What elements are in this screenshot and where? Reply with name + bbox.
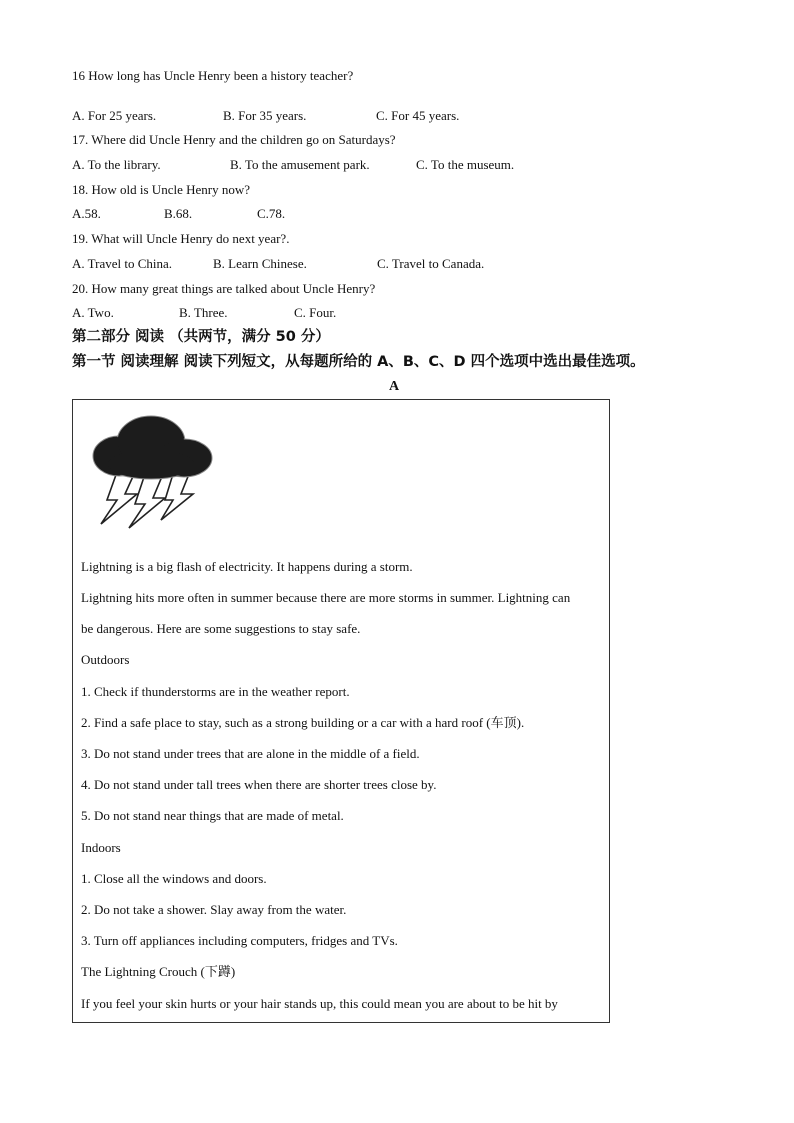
q17-option-a: A. To the library.: [72, 157, 161, 172]
question-19: 19. What will Uncle Henry do next year?.: [72, 231, 290, 246]
q16-option-a: A. For 25 years.: [72, 108, 157, 123]
section1-heading: 第一节 阅读理解 阅读下列短文，从每题所给的 A、B、C、D 四个选项中选出最佳选项。: [72, 354, 645, 370]
q16-option-b: B. For 35 years.: [223, 108, 307, 123]
indoors-tip-1: 1. Close all the windows and doors.: [81, 871, 267, 886]
question-18: 18. How old is Uncle Henry now?: [72, 182, 250, 197]
crouch-heading: The Lightning Crouch (下蹲): [81, 964, 236, 979]
question-16: 16 How long has Uncle Henry been a history teacher?: [72, 68, 354, 83]
outdoors-tip-2: 2. Find a safe place to stay, such as a strong building or a car with a hard roof (车顶).: [81, 715, 525, 730]
q20-option-c: C. Four.: [294, 305, 337, 320]
passage-label: A: [389, 379, 400, 394]
crouch-text: If you feel your skin hurts or your hair stands up, this could mean you are about to be hit by: [81, 996, 558, 1011]
outdoors-tip-5: 5. Do not stand near things that are made of metal.: [81, 808, 344, 823]
passage-box: [72, 399, 610, 1023]
q17-option-c: C. To the museum.: [416, 157, 515, 172]
q17-option-b: B. To the amusement park.: [230, 157, 370, 172]
question-17: 17. Where did Uncle Henry and the children go on Saturdays?: [72, 132, 396, 147]
indoors-tip-3: 3. Turn off appliances including computers, fridges and TVs.: [81, 933, 398, 948]
passage-line-3: be dangerous. Here are some suggestions to stay safe.: [81, 621, 361, 636]
q19-option-a: A. Travel to China.: [72, 256, 173, 271]
outdoors-heading: Outdoors: [81, 652, 130, 667]
storm-cloud-lightning-icon: [89, 414, 214, 529]
q19-option-c: C. Travel to Canada.: [377, 256, 485, 271]
q20-option-b: B. Three.: [179, 305, 228, 320]
q20-option-a: A. Two.: [72, 305, 114, 320]
question-20: 20. How many great things are talked about Uncle Henry?: [72, 281, 376, 296]
part2-heading: 第二部分 阅读 （共两节，满分 50 分）: [72, 329, 330, 345]
passage-line-2: Lightning hits more often in summer because there are more storms in summer. Lightning can: [81, 590, 571, 605]
q19-option-b: B. Learn Chinese.: [213, 256, 307, 271]
outdoors-tip-1: 1. Check if thunderstorms are in the weather report.: [81, 684, 350, 699]
indoors-tip-2: 2. Do not take a shower. Slay away from the water.: [81, 902, 347, 917]
outdoors-tip-4: 4. Do not stand under tall trees when there are shorter trees close by.: [81, 777, 437, 792]
q16-option-c: C. For 45 years.: [376, 108, 460, 123]
q18-option-c: C.78.: [257, 206, 286, 221]
passage-line-1: Lightning is a big flash of electricity. It happens during a storm.: [81, 559, 413, 574]
outdoors-tip-3: 3. Do not stand under trees that are alone in the middle of a field.: [81, 746, 420, 761]
indoors-heading: Indoors: [81, 840, 121, 855]
q18-option-b: B.68.: [164, 206, 193, 221]
q18-option-a: A.58.: [72, 206, 101, 221]
